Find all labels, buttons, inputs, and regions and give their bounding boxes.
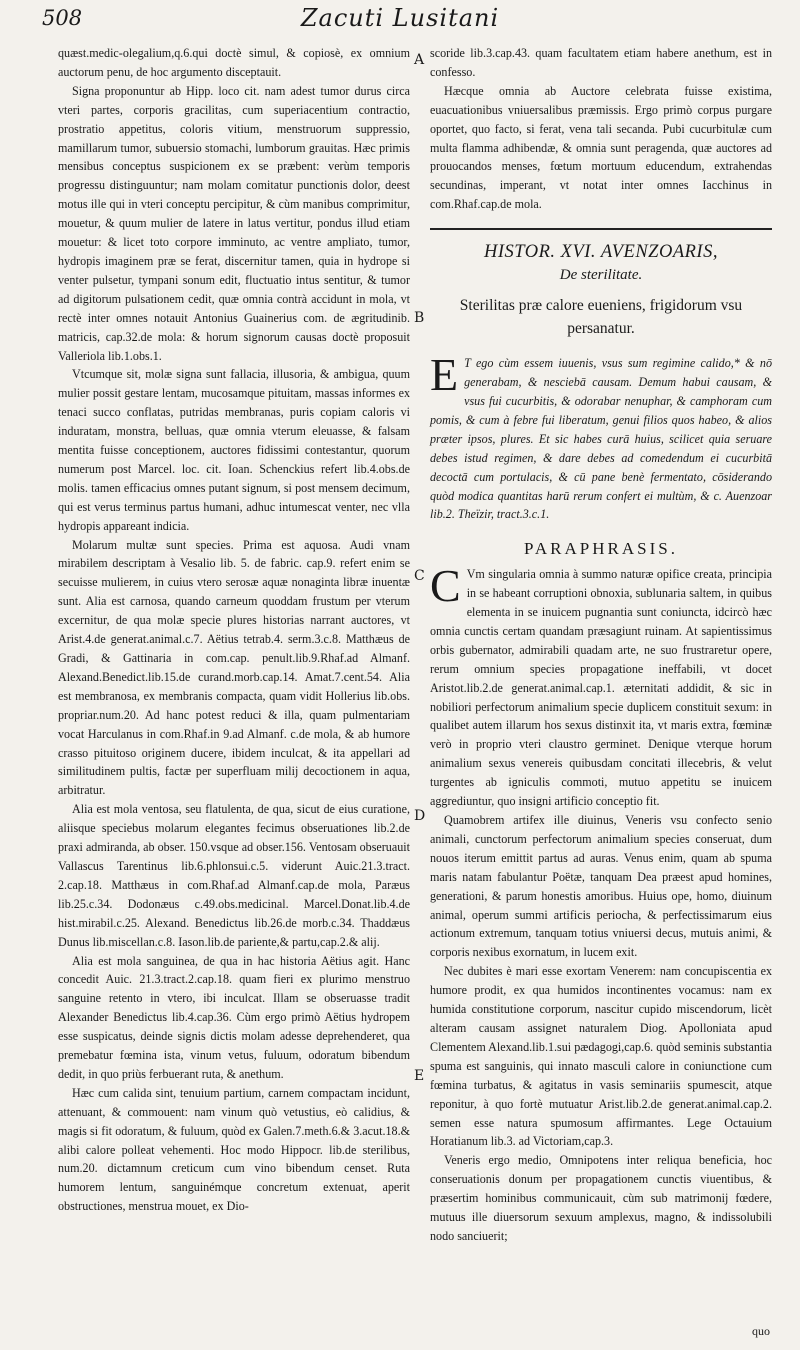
drop-cap: C <box>430 560 461 612</box>
paragraph: Vtcumque sit, molæ signa sunt fallacia, illusoria, & ambigua, quum mulier possit gestare lentam, mucosamque pituitam, massas informes ex tenaci succo conflatas, putridas membranas, puris copiam caloris vi induratam, monstra, belluas, quæ omnia vterum eleuasse, & falsam mentita fuisse conceptionem, auctores fidissimi contestantur, quorum numerum post Marcel. loc. cit. Ioan. Schenckius refert lib.4.obs.de molis. tamen efficacius omnes putant signum, si post mensem decimum, qui est verus terminus partus humani, adhuc intumescat venter, nec vlla hydropis appareant indicia. <box>58 367 410 533</box>
history-summary: Sterilitas præ calore eueniens, frigidorum vsu persanatur. <box>459 297 743 338</box>
section-divider <box>430 228 772 230</box>
page-number: 508 <box>42 6 83 30</box>
paragraph: Alia est mola ventosa, seu flatulenta, de qua, sicut de eius curatione, aliisque speciebus molarum elegantes fecimus obseruationes lib.2.de praxi admiranda, ab obser. 150.vsque ad obser.156. Ventosam obseruauit Vallascus Tarentinus lib.6.phlonsui.c.5. viderunt Auic.21.3.tract. 2.cap.18. Matthæus in com.Rhaf.ad Almanf.cap.de mola, Paræus lib.25.c.34. Dodonæus c.49.obs.medicinal. Marcel.Donat.lib.4.de hist.mirabil.c.25. Alexand. Benedictus lib.26.de morb.c.34. Thaddæus Dunus lib.miscellan.c.8. Iason.lib.de pariente,& partu,cap.2.& alij. <box>58 802 410 949</box>
margin-letter-b: B <box>414 310 425 326</box>
quote-text: T ego cùm essem iuuenis, vsus sum regimine calido,* & nō generabam, & nesciebā causam. Demum habui causam, & vsus fui cucurbitis, & odorabar nenuphar, & camphoram cum pomis, & cum à febre fui liberatum, genui filios quos habeo, & alios præter ipsos, plures. Et sic habes curā huius, scilicet quia seruare debes istud regimen, & dare debes ad comedendum ei cucurbitā decoctā cum portulacis, & cū pane benè fermentato, cōsiderando quòd modica quantitas harū rerum confert ei multùm, & c. Auenzoar lib.2. Theïzir, tract.3.c.1. <box>430 356 772 522</box>
left-column <box>58 44 410 1216</box>
margin-letter-e: E <box>414 1068 425 1084</box>
margin-letter-c: C <box>414 568 425 584</box>
margin-letter-a: A <box>414 52 425 68</box>
paragraph: quæst.medic-olegalium,q.6.qui doctè simul, & copiosè, ex omnium auctorum penu, de hoc argumento disceptauit. <box>58 46 410 79</box>
history-title: HISTOR. XVI. AVENZOARIS, <box>484 242 718 263</box>
paragraph: Alia est mola sanguinea, de qua in hac historia Aëtius agit. Hanc concedit Auic. 21.3.tract.2.cap.18. quam fieri ex plurimo menstruo sanguine retento in vtero, ibi inculcat. Illam se obseruasse tradit Alexander Benedictus lib.4.cap.36. Cùm ergo primò Aëtius hydropem esse suspicatus, deinde signis dictis molam adesse deprehenderet, qua premebatur fœmina ista, vinum vetus, fuluum, odoratum bibendum dedit, in quo priùs ferbuerant ruta, & anethum. <box>58 953 410 1081</box>
paragraph: Quamobrem artifex ille diuinus, Veneris vsu confecto senio animali, cunctorum perfectorum animalium species conseruat, dum nouos iterum emittit partus ad auras. Venus enim, quam ab spuma maris natam fabulantur Poëtæ, tanquam Dea præest apud homines, generationi, & parum honestis amoribus. Huius ope, homo, diuinum animal, operum summi artificis periocha, & perfectissimarum eius actionum extremum, tanquam totius vniuersi decus, mutuis animi, & corporis nexibus exornatum, in lucem exit. <box>430 813 772 960</box>
paragraph: Hæc cum calida sint, tenuium partium, carnem compactam incidunt, attenuant, & commouent: nam vinum quò vetustius, eò calidius, & magis si fit odoratum, & fuluum, quòd ex Galen.7.meth.6.& 3.acut.18.& alibi calore polleat vehementi. Hoc modo Hippocr. lib.de sterilibus, num.20. dictamnum creticum cum vino bibendum censet. Ruta humorem lentum, sanguinémque concretum extenuat, aperit obstructiones, menstrua mouet, ex Dio- <box>58 1085 410 1214</box>
paragraph: Hæcque omnia ab Auctore celebrata fuisse existima, euacuationibus vniuersalibus præmissis. Ergo primò corpus purgare oportet, quo facto, si ferat, vena tali secanda. Pubi cucurbitulæ cum multa flamma adhibendæ, & omnia sunt peragenda, quæ auctores ad prouocandos menses, fœtum mortuum educendum, extrahendas secundinas, imperant, vt notat inter omnes Iacchinus in com.Rhaf.cap.de mola. <box>430 83 772 212</box>
paragraph: Nec dubites è mari esse exortam Venerem: nam concupiscentia ex humore prodit, ex qua humidos incontinentes vocamus: nam ex humida constitutione corporum, nascitur cupido miscendorum, licèt alteram causam assignet naturalem Diog. Apolloniata apud Clementem Alexand.lib.1.sui pædagogi,cap.6. quòd seminis substantia spuma est sanguinis, qui innato masculi calore in coniunctione cum fœmina turbatus, & agitatus in vasis seminariis spumescit, atque reponitur, à quo fortè mutuatur Arist.lib.2.de generat.animal.cap.2. semen esse natura spumosum affirmantes. Lege Octauium Horatianum lib.3. ad Victoriam,cap.3. <box>430 964 772 1149</box>
avenzoar-quote <box>430 349 772 524</box>
paragraph: Veneris ergo medio, Omnipotens inter reliqua beneficia, hoc conseruationis donum per propagationem cunctis viuentibus, & præsertim hominibus communicauit, cùm sub matrimonij fœdere, mutuus ille diuersorum sexuum amplexus, magno, & indissolubili nodo sanciuerit; <box>430 1153 772 1243</box>
paragraph: scoride lib.3.cap.43. quam facultatem etiam habere anethum, est in confesso. <box>430 46 772 79</box>
paragraph: Molarum multæ sunt species. Prima est aquosa. Audi vnam mirabilem descriptam à Vesalio lib. 5. de fabric. cap.9. refert enim se secuisse mulierem, in cuius vtero serosæ aquæ nonaginta libræ inuentæ sunt. Alia est carnosa, quando carneum quoddam frustum per vterum excernitur, de qua molæ specie plures historias narrant auctores, vt Arist.4.de generat.animal.c.7. Aëtius tetrab.4. serm.3.c.8. Matthæus de Gradi, & Gattinaria in com.cap. penult.lib.9.Rhaf.ad Almanf. Alexand.Benedict.lib.15.de curand.morb.cap.14. Amat.7.cent.54. Alia est membranosa, ex membranis compacta, quam vidit Hollerius lib.obs. propriar.num.20. Ad hanc potest reduci & illa, quam pulmentariam vocat Harculanus in com.Rhaf.in 9.ad Almanf. c.de mola, & ab humore crasso pituitoso originem ducere, ibidem inculcat, & ita appellari ad similitudinem pultis, factæ per superfluam milij decoctionem in aqua, arbitratur. <box>58 537 410 798</box>
history-subtitle: De sterilitate. <box>559 267 643 284</box>
paragraph: Signa proponuntur ab Hipp. loco cit. nam adest tumor durus circa vteri partes, corporis gracilitas, cum superiacentium contractio, prostratio appetitus, coloris vitium, menstruorum suppressio, mamillarum tumor, subuersio stomachi, lumborum grauitas. Hæc primis mensibus conceptus suspicionem ex se præbent: verùm temporis progressu distinguuntur; nam molam comitatur punctionis dolor, deest motus ille qui in vteri conceptu percipitur, & cùm manibus comprimitur, mouetur, & quum mulier de latere in latus vertitur, pondus illud etiam mouetur: & licet toto corpore imminuto, ac ventre ampliato, tumor, hydropis imaginem præ se ferat, discernitur tamen, quia in hydrope si venter pulsetur, tympani sonum edit, fluctuatio intus sentitur, & tumor ad digitorum pulsationem cedit, quæ omnia contrà accidunt in mola, vt rectè inter omnes notauit Antonius Guainerius com. de ægritudinib. matricis, cap.32.de mola: & horum signorum causas doctè proposuit Valleriola lib.1.obs.1. <box>58 83 410 363</box>
drop-cap: E <box>430 349 459 401</box>
running-title: Zacuti Lusitani <box>300 4 500 32</box>
catchword: quo <box>752 1324 770 1338</box>
right-column <box>430 44 772 1246</box>
paragraph-text: Vm singularia omnia à summo naturæ opifice creata, principia in se habeant corruptioni obnoxia, sublunaria saltem, in quibus elementa in se inuicem pugnantia sunt coniuncta, idcircò hæc omnia cunctis certam quandam præsagiunt ruinam. At sapientissimus orbis gubernator, admirabili quadam arte, ne suo frustraretur opere, rerum omnium species propagatione ineffabili, vt docet Aristot.lib.2.de generat.animal.cap.1. æternitati addidit, & sic in nobiliori perfectorum animalium specie duplicem constituit sexum: in qualibet autem illarum hos sexus distinxit ita, vt maris extra, fœminæ verò in proprio vteri claustro germinet. Denique vterque horum animalium sexus venereis quibusdam concitati illecebris, & velut turgentes ab igniculis commoti, mutuo appetitu se inuicem aggrediuntur, quo insigni artificio conceptio fit. <box>430 567 772 809</box>
margin-letter-d: D <box>414 808 426 824</box>
paraphrasis-title: PARAPHRASIS. <box>524 539 678 559</box>
paragraph <box>430 560 772 811</box>
